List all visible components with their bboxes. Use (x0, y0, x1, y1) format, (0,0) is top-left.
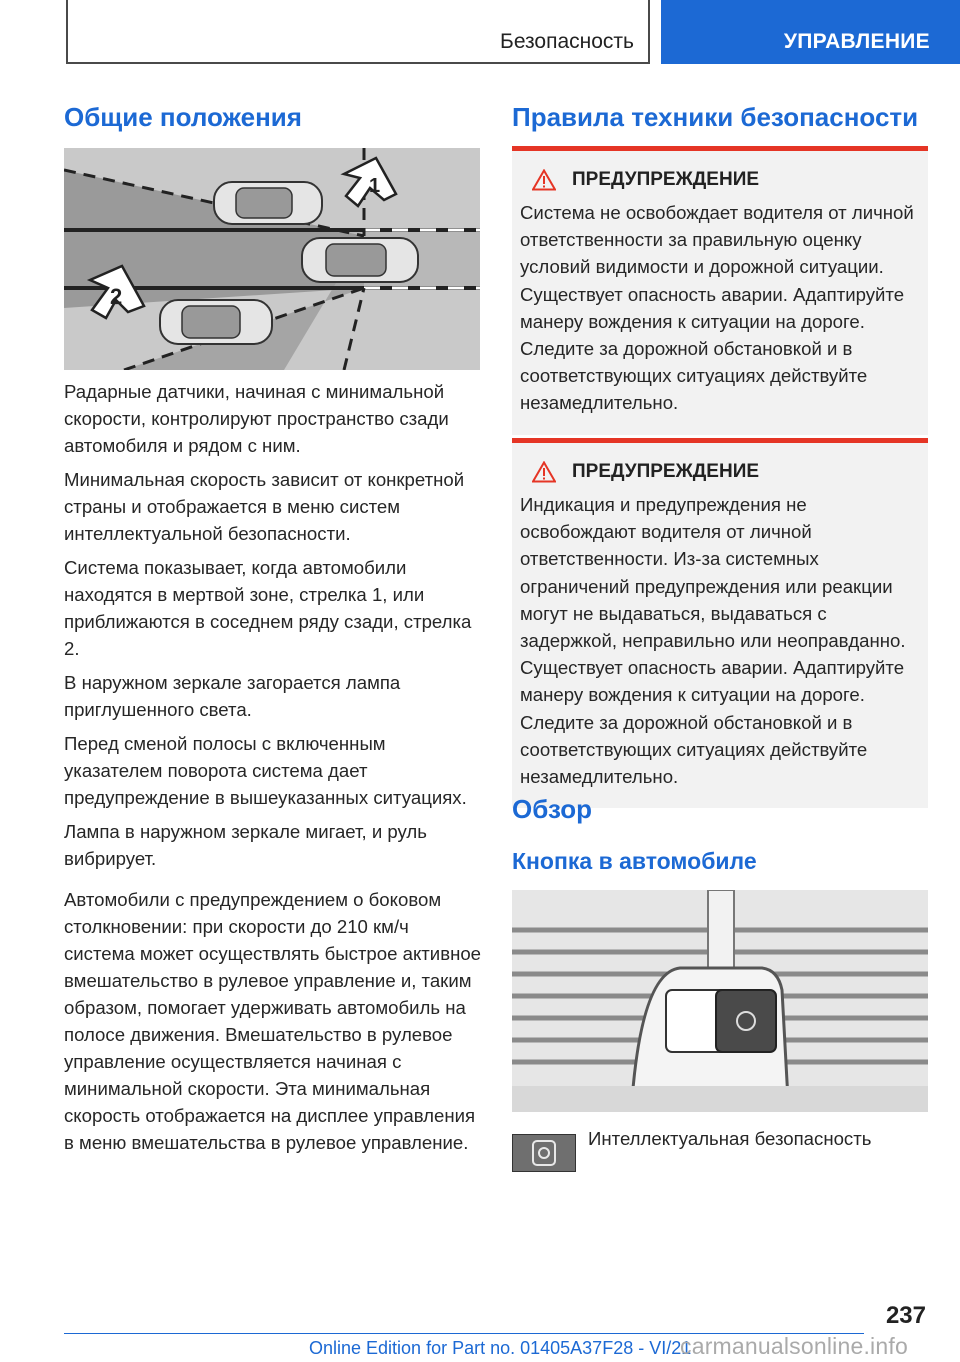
paragraph-lane-change: Перед сменой полосы с включенным указателем поворота система дает предупреждение в вышеуказанных ситуациях. (64, 733, 467, 808)
left-text-column (64, 378, 482, 1163)
warning-triangle-icon (532, 461, 556, 483)
grille-illustration (512, 890, 928, 1112)
button-in-car-heading: Кнопка в автомобиле (512, 848, 757, 874)
chapter-tab[interactable] (661, 0, 960, 64)
edition-text: Online Edition for Part no. 01405A37F28 - VI/21 (309, 1338, 692, 1358)
warning-box-1 (512, 146, 928, 435)
paragraph-min-speed: Минимальная скорость зависит от конкретной страны и отображается в меню систем интеллектуальной безопасности. (64, 469, 465, 544)
warning-text-1: Система не освобождает водителя от личной ответственности за правильную оценку условий видимости и дорожной ситуации. Существует опасность аварии. Адаптируйте манеру вождения к ситуации на дороге. Следите за дорожной обстановкой и в соответствующих ситуациях действуйте незамедлительно. (520, 202, 914, 414)
paragraph-blind-spot: Система показывает, когда автомобили находятся в мертвой зоне, стрелка 1, или приближаются в соседнем ряду сзади, стрелка 2. (64, 557, 472, 659)
grille-button-photo (512, 890, 928, 1112)
intelligent-safety-caption: Интеллектуальная безопасность (588, 1128, 872, 1149)
intelligent-safety-button-icon[interactable] (512, 1134, 576, 1172)
car-bottom (160, 300, 272, 344)
paragraph-mirror-lamp: В наружном зеркале загорается лампа приглушенного света. (64, 672, 401, 720)
warning-title-1: ПРЕДУПРЕЖДЕНИЕ (572, 169, 760, 190)
arrow-2-label: 2 (110, 284, 123, 309)
car-middle (302, 238, 418, 282)
overview-heading: Обзор (512, 794, 592, 824)
header-section-box (66, 0, 650, 64)
intelligent-safety-icon (513, 1135, 575, 1171)
warning-box-2 (512, 438, 928, 808)
page-number: 237 (885, 1302, 926, 1329)
chapter-title: УПРАВЛЕНИЕ (783, 30, 930, 53)
blind-spot-diagram (64, 148, 480, 370)
blind-spot-illustration (64, 148, 480, 370)
safety-rules-heading: Правила техники безопасности (512, 102, 919, 132)
warning-text-2: Индикация и предупреждения не освобождают водителя от личной ответственности. Из-за системных ограничений предупреждения или реакции могут не выдаваться, выдаваться с задержкой, неправильно или неоправданно. Существует опасность аварии. Адаптируйте манеру вождения к ситуации на дороге. Следите за дорожной обстановкой и в соответствующих ситуациях действуйте незамедлительно. (520, 494, 906, 788)
warning-title-2: ПРЕДУПРЕЖДЕНИЕ (572, 461, 760, 482)
arrow-1-label: 1 (369, 175, 381, 197)
paragraph-vibration: Лампа в наружном зеркале мигает, и руль вибрирует. (64, 821, 427, 869)
paragraph-radar: Радарные датчики, начиная с минимальной скорости, контролируют пространство сзади автомобиля и рядом с ним. (64, 381, 449, 456)
warning-triangle-icon (532, 169, 556, 191)
general-heading: Общие положения (64, 102, 302, 132)
paragraph-side-collision: Автомобили с предупреждением о боковом столкновении: при скорости до 210 км/ч система может осуществлять быстрое активное вмешательство в рулевое управление и, таким образом, помогает удерживать автомобиль на полосе движения. Вмешательство в рулевое управление осуществляется начиная с минимальной скорости. Эта минимальная скорость отображается на дисплее управления в меню вмешательства в рулевое управление. (64, 889, 482, 1153)
watermark: carmanualsonline.info (680, 1333, 908, 1359)
section-title: Безопасность (500, 30, 634, 53)
car-top (214, 182, 322, 224)
